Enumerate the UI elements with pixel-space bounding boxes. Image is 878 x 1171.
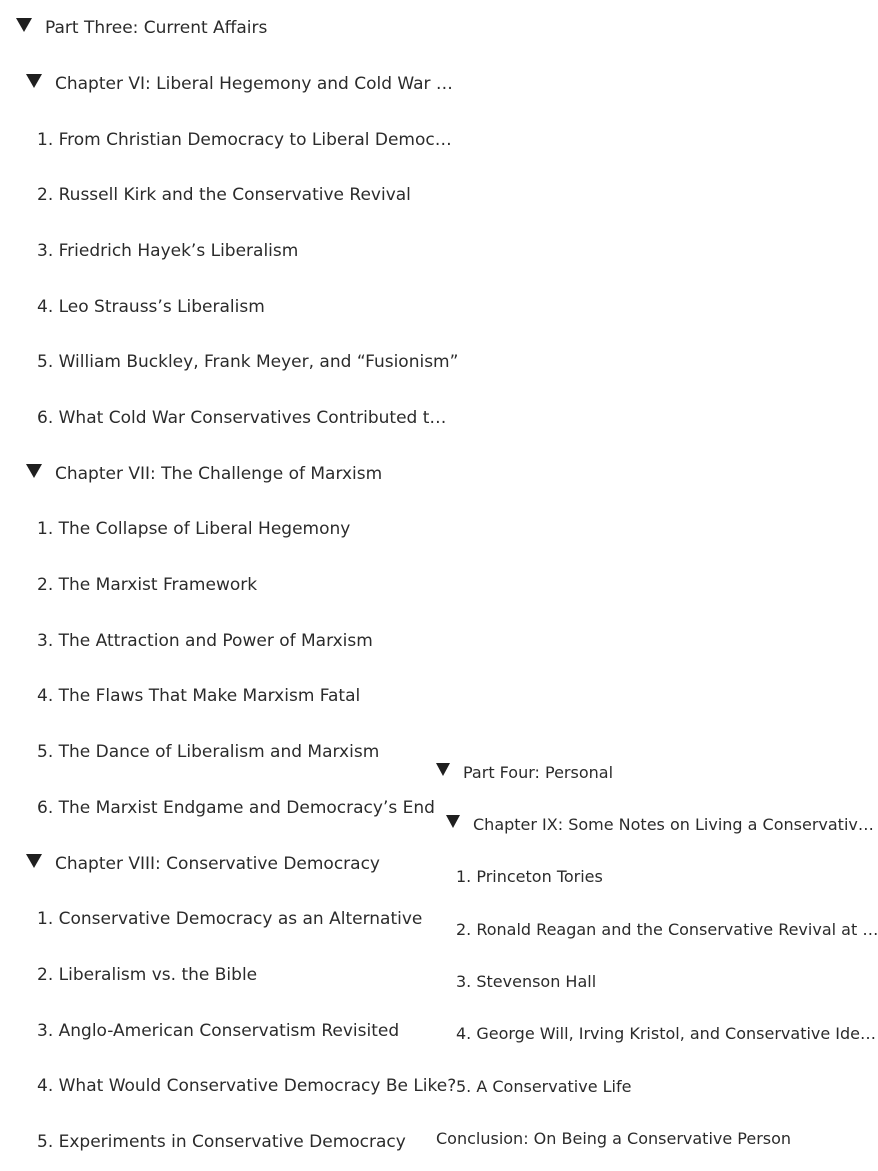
triangle-down-icon[interactable] <box>446 815 460 828</box>
toc-item[interactable]: 1. From Christian Democracy to Liberal Democ… <box>37 130 452 150</box>
toc-chapter-label: Chapter VIII: Conservative Democracy <box>55 854 380 874</box>
toc-item[interactable]: 6. The Marxist Endgame and Democracy’s End <box>37 798 435 818</box>
toc-item[interactable]: 6. What Cold War Conservatives Contributed t… <box>37 408 447 428</box>
toc-item[interactable]: 4. Leo Strauss’s Liberalism <box>37 297 265 317</box>
triangle-down-icon[interactable] <box>26 74 42 88</box>
triangle-down-icon[interactable] <box>436 763 450 776</box>
toc-chapter-label: Chapter VI: Liberal Hegemony and Cold War … <box>55 74 453 94</box>
toc-item[interactable]: 4. What Would Conservative Democracy Be Like? <box>37 1076 457 1096</box>
toc-item[interactable]: 5. The Dance of Liberalism and Marxism <box>37 742 380 762</box>
toc-conclusion[interactable]: Conclusion: On Being a Conservative Person <box>436 1128 792 1148</box>
toc-item[interactable]: 1. The Collapse of Liberal Hegemony <box>37 519 351 539</box>
toc-part-four[interactable] <box>436 761 836 783</box>
toc-item[interactable]: 4. The Flaws That Make Marxism Fatal <box>37 686 361 706</box>
toc-item[interactable]: 2. The Marxist Framework <box>37 575 258 595</box>
toc-item[interactable]: 5. William Buckley, Frank Meyer, and “Fusionism” <box>37 352 459 372</box>
toc-item[interactable]: 2. Ronald Reagan and the Conservative Revival at … <box>456 919 878 939</box>
toc-item[interactable]: 5. Experiments in Conservative Democracy <box>37 1132 406 1152</box>
toc-part-three[interactable] <box>16 16 267 40</box>
toc-item[interactable]: 2. Liberalism vs. the Bible <box>37 965 258 985</box>
toc-chapter-label: Chapter IX: Some Notes on Living a Conservativ… <box>473 814 874 834</box>
toc-item[interactable]: 1. Princeton Tories <box>456 866 603 886</box>
triangle-down-icon[interactable] <box>26 854 42 868</box>
toc-chapter-vii[interactable] <box>26 462 421 486</box>
triangle-down-icon[interactable] <box>16 18 32 32</box>
toc-chapter-ix[interactable] <box>446 813 874 835</box>
toc-item[interactable]: 2. Russell Kirk and the Conservative Revival <box>37 185 411 205</box>
toc-item[interactable]: 3. Stevenson Hall <box>456 971 597 991</box>
toc-part-label: Part Four: Personal <box>463 762 614 782</box>
toc-item[interactable]: 5. A Conservative Life <box>456 1076 632 1096</box>
triangle-down-icon[interactable] <box>26 464 42 478</box>
toc-part-label: Part Three: Current Affairs <box>45 18 268 38</box>
toc-item[interactable]: 4. George Will, Irving Kristol, and Conservative Ide… <box>456 1023 877 1043</box>
toc-item[interactable]: 3. The Attraction and Power of Marxism <box>37 631 373 651</box>
toc-chapter-viii[interactable] <box>26 852 421 876</box>
toc-item[interactable]: 1. Conservative Democracy as an Alternative <box>37 909 423 929</box>
toc-chapter-vi[interactable] <box>26 72 453 96</box>
toc-item[interactable]: 3. Anglo-American Conservatism Revisited <box>37 1021 400 1041</box>
toc-item[interactable]: 3. Friedrich Hayek’s Liberalism <box>37 241 299 261</box>
toc-chapter-label: Chapter VII: The Challenge of Marxism <box>55 464 383 484</box>
